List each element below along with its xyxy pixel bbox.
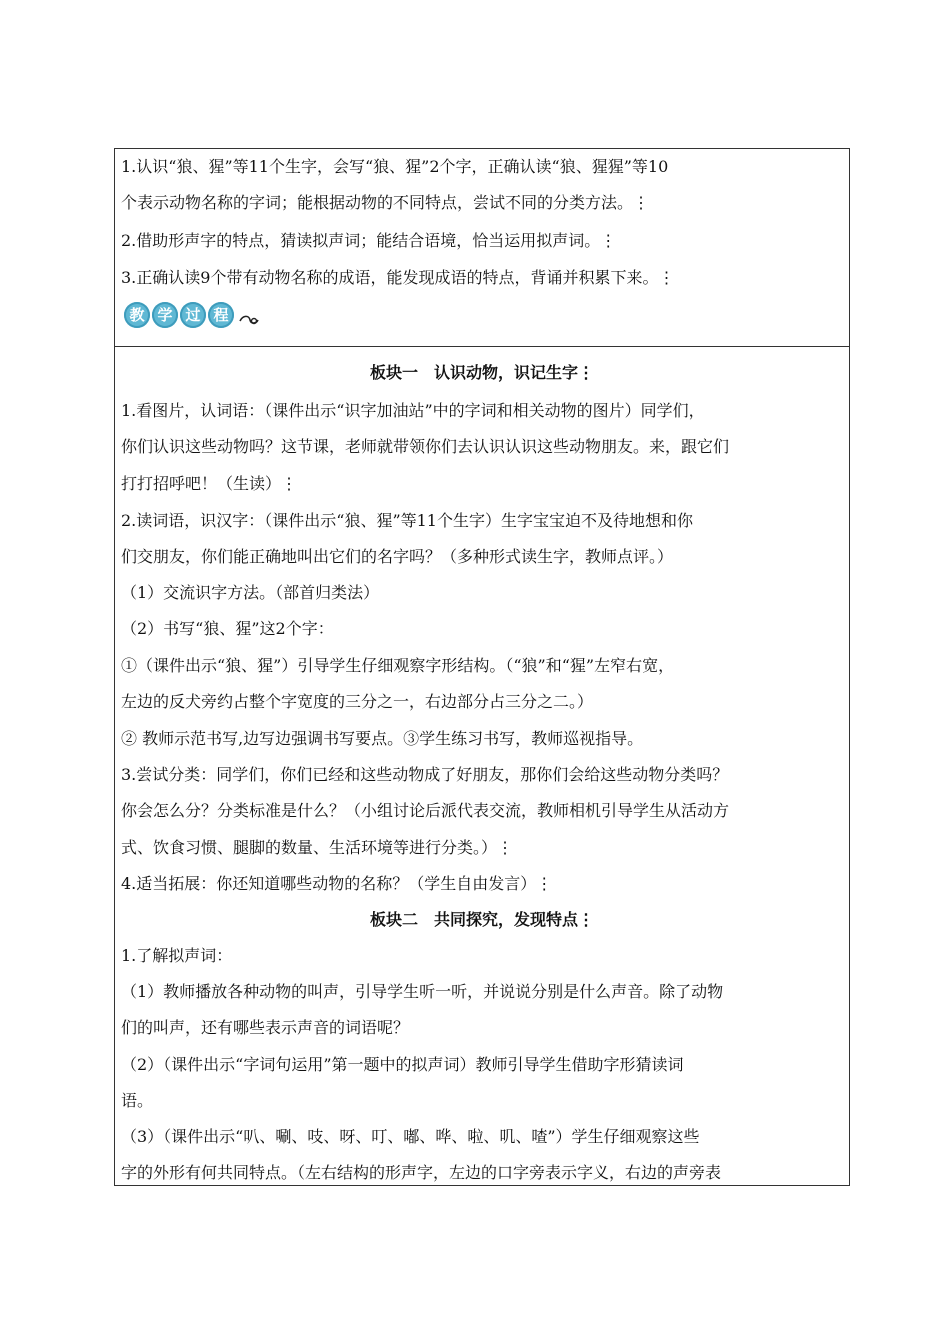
block1-line: 3.尝试分类：同学们，你们已经和这些动物成了好朋友，那你们会给这些动物分类吗？	[121, 765, 729, 784]
block1-line: 你会怎么分？分类标准是什么？（小组讨论后派代表交流，教师相机引导学生从活动方	[121, 801, 730, 820]
block2-line: 字的外形有何共同特点。（左右结构的形声字，左边的口字旁表示字义，右边的声旁表	[121, 1163, 722, 1182]
badge-char: 学	[152, 302, 178, 328]
block2-heading: 板块二 共同探究，发现特点⋮	[369, 910, 594, 929]
block2-line: 们的叫声，还有哪些表示声音的词语呢？	[121, 1018, 410, 1037]
teaching-process-badge	[124, 300, 260, 330]
swirl-ornament-icon	[238, 314, 260, 328]
objective-line: 1.认识“狼、猩”等11个生字，会写“狼、猩”2个字，正确认读“狼、猩猩”等10	[121, 157, 669, 176]
badge-char: 程	[208, 302, 234, 328]
block2-line: 1.了解拟声词：	[121, 946, 233, 965]
block1-line: 4.适当拓展：你还知道哪些动物的名称？（学生自由发言）⋮	[121, 874, 553, 893]
block1-line: ② 教师示范书写,边写边强调书写要点。③学生练习书写，教师巡视指导。	[121, 729, 644, 748]
block2-line: 语。	[121, 1091, 154, 1110]
block1-line: 你们认识这些动物吗？这节课，老师就带领你们去认识认识这些动物朋友。来，跟它们	[121, 437, 730, 456]
block2-line: （3）（课件出示“叭、唰、吱、呀、叮、嘟、哗、啦、叽、喳”）学生仔细观察这些	[121, 1127, 700, 1146]
block1-line: 2.读词语，识汉字：（课件出示“狼、猩”等11个生字）生字宝宝迫不及待地想和你	[121, 511, 693, 530]
block2-line: （2）（课件出示“字词句运用”第一题中的拟声词）教师引导学生借助字形猜读词	[121, 1055, 684, 1074]
block1-line: （1）交流识字方法。（部首归类法）	[121, 583, 380, 602]
block1-line: （2）书写“狼、猩”这2个字：	[121, 619, 334, 638]
row-divider	[114, 346, 850, 347]
objective-line: 3.正确认读9个带有动物名称的成语，能发现成语的特点，背诵并积累下来。⋮	[121, 268, 675, 287]
block1-heading: 板块一 认识动物，识记生字⋮	[369, 363, 594, 382]
block1-line: 1.看图片，认词语：（课件出示“识字加油站”中的字词和相关动物的图片）同学们，	[121, 401, 705, 420]
block2-line: （1）教师播放各种动物的叫声，引导学生听一听，并说说分别是什么声音。除了动物	[121, 982, 724, 1001]
block1-line: 打打招呼吧！（生读）⋮	[121, 474, 298, 493]
block1-line: 们交朋友，你们能正确地叫出它们的名字吗？（多种形式读生字，教师点评。）	[121, 547, 674, 566]
block1-line: 式、饮食习惯、腿脚的数量、生活环境等进行分类。）⋮	[121, 838, 514, 857]
badge-char: 教	[124, 302, 150, 328]
objective-line: 2.借助形声字的特点，猜读拟声词；能结合语境，恰当运用拟声词。⋮	[121, 231, 617, 250]
block1-line: 左边的反犬旁约占整个字宽度的三分之一，右边部分占三分之二。）	[121, 692, 594, 711]
badge-char: 过	[180, 302, 206, 328]
block1-line: ①（课件出示“狼、猩”）引导学生仔细观察字形结构。（“狼”和“猩”左窄右宽，	[121, 656, 675, 675]
objective-line: 个表示动物名称的字词；能根据动物的不同特点，尝试不同的分类方法。⋮	[121, 193, 650, 212]
